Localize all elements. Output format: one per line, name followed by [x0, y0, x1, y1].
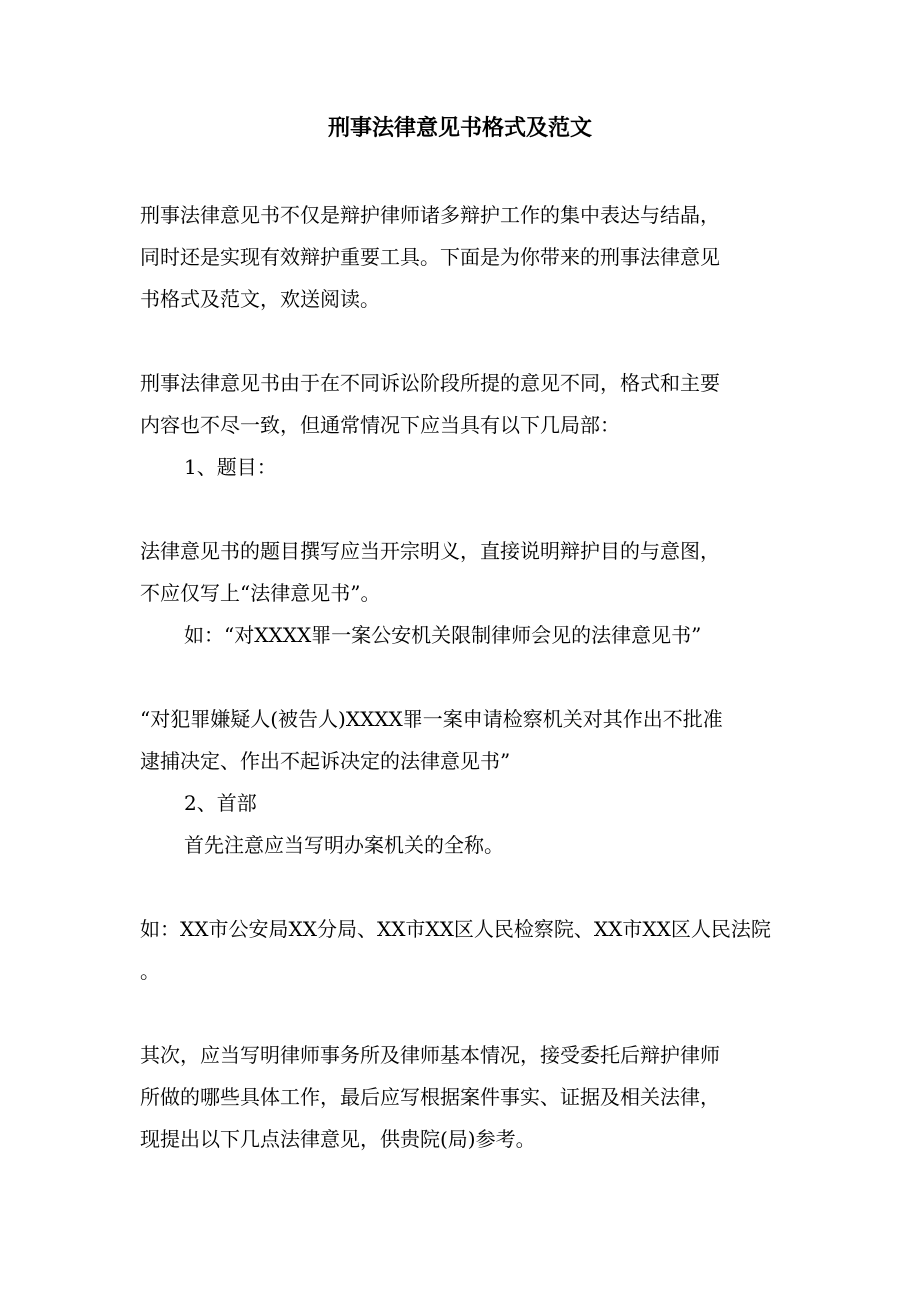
example-line: “对犯罪嫌疑人(被告人)XXXX罪一案申请检察机关对其作出不批准 — [140, 707, 723, 731]
paragraph-line: 所做的哪些具体工作，最后应写根据案件事实、证据及相关法律， — [140, 1085, 720, 1109]
paragraph-line: 内容也不尽一致，但通常情况下应当具有以下几局部： — [140, 413, 620, 437]
paragraph-line: 其次，应当写明律师事务所及律师基本情况，接受委托后辩护律师 — [140, 1043, 720, 1067]
paragraph-line: 书格式及范文，欢送阅读。 — [140, 287, 380, 311]
example-line: 如：XX市公安局XX分局、XX市XX区人民检察院、XX市XX区人民法院 — [140, 917, 771, 941]
paragraph-line: 法律意见书的题目撰写应当开宗明义，直接说明辩护目的与意图， — [140, 539, 720, 563]
document-title: 刑事法律意见书格式及范文 — [327, 115, 592, 141]
example-line: 如：“对XXXX罪一案公安机关限制律师会见的法律意见书” — [184, 623, 702, 647]
paragraph-line: 不应仅写上“法律意见书”。 — [140, 581, 381, 605]
section-heading-title: 1、题目： — [184, 455, 277, 479]
paragraph-line: 现提出以下几点法律意见，供贵院(局)参考。 — [140, 1127, 536, 1151]
paragraph-line: 刑事法律意见书由于在不同诉讼阶段所提的意见不同，格式和主要 — [140, 371, 720, 395]
paragraph-line: 刑事法律意见书不仅是辩护律师诸多辩护工作的集中表达与结晶， — [140, 203, 720, 227]
example-line: 逮捕决定、作出不起诉决定的法律意见书” — [140, 749, 511, 773]
paragraph-line: 首先注意应当写明办案机关的全称。 — [184, 833, 504, 857]
paragraph-line: 。 — [140, 959, 160, 983]
paragraph-line: 同时还是实现有效辩护重要工具。下面是为你带来的刑事法律意见 — [140, 245, 720, 269]
section-heading-header: 2、首部 — [184, 791, 257, 815]
